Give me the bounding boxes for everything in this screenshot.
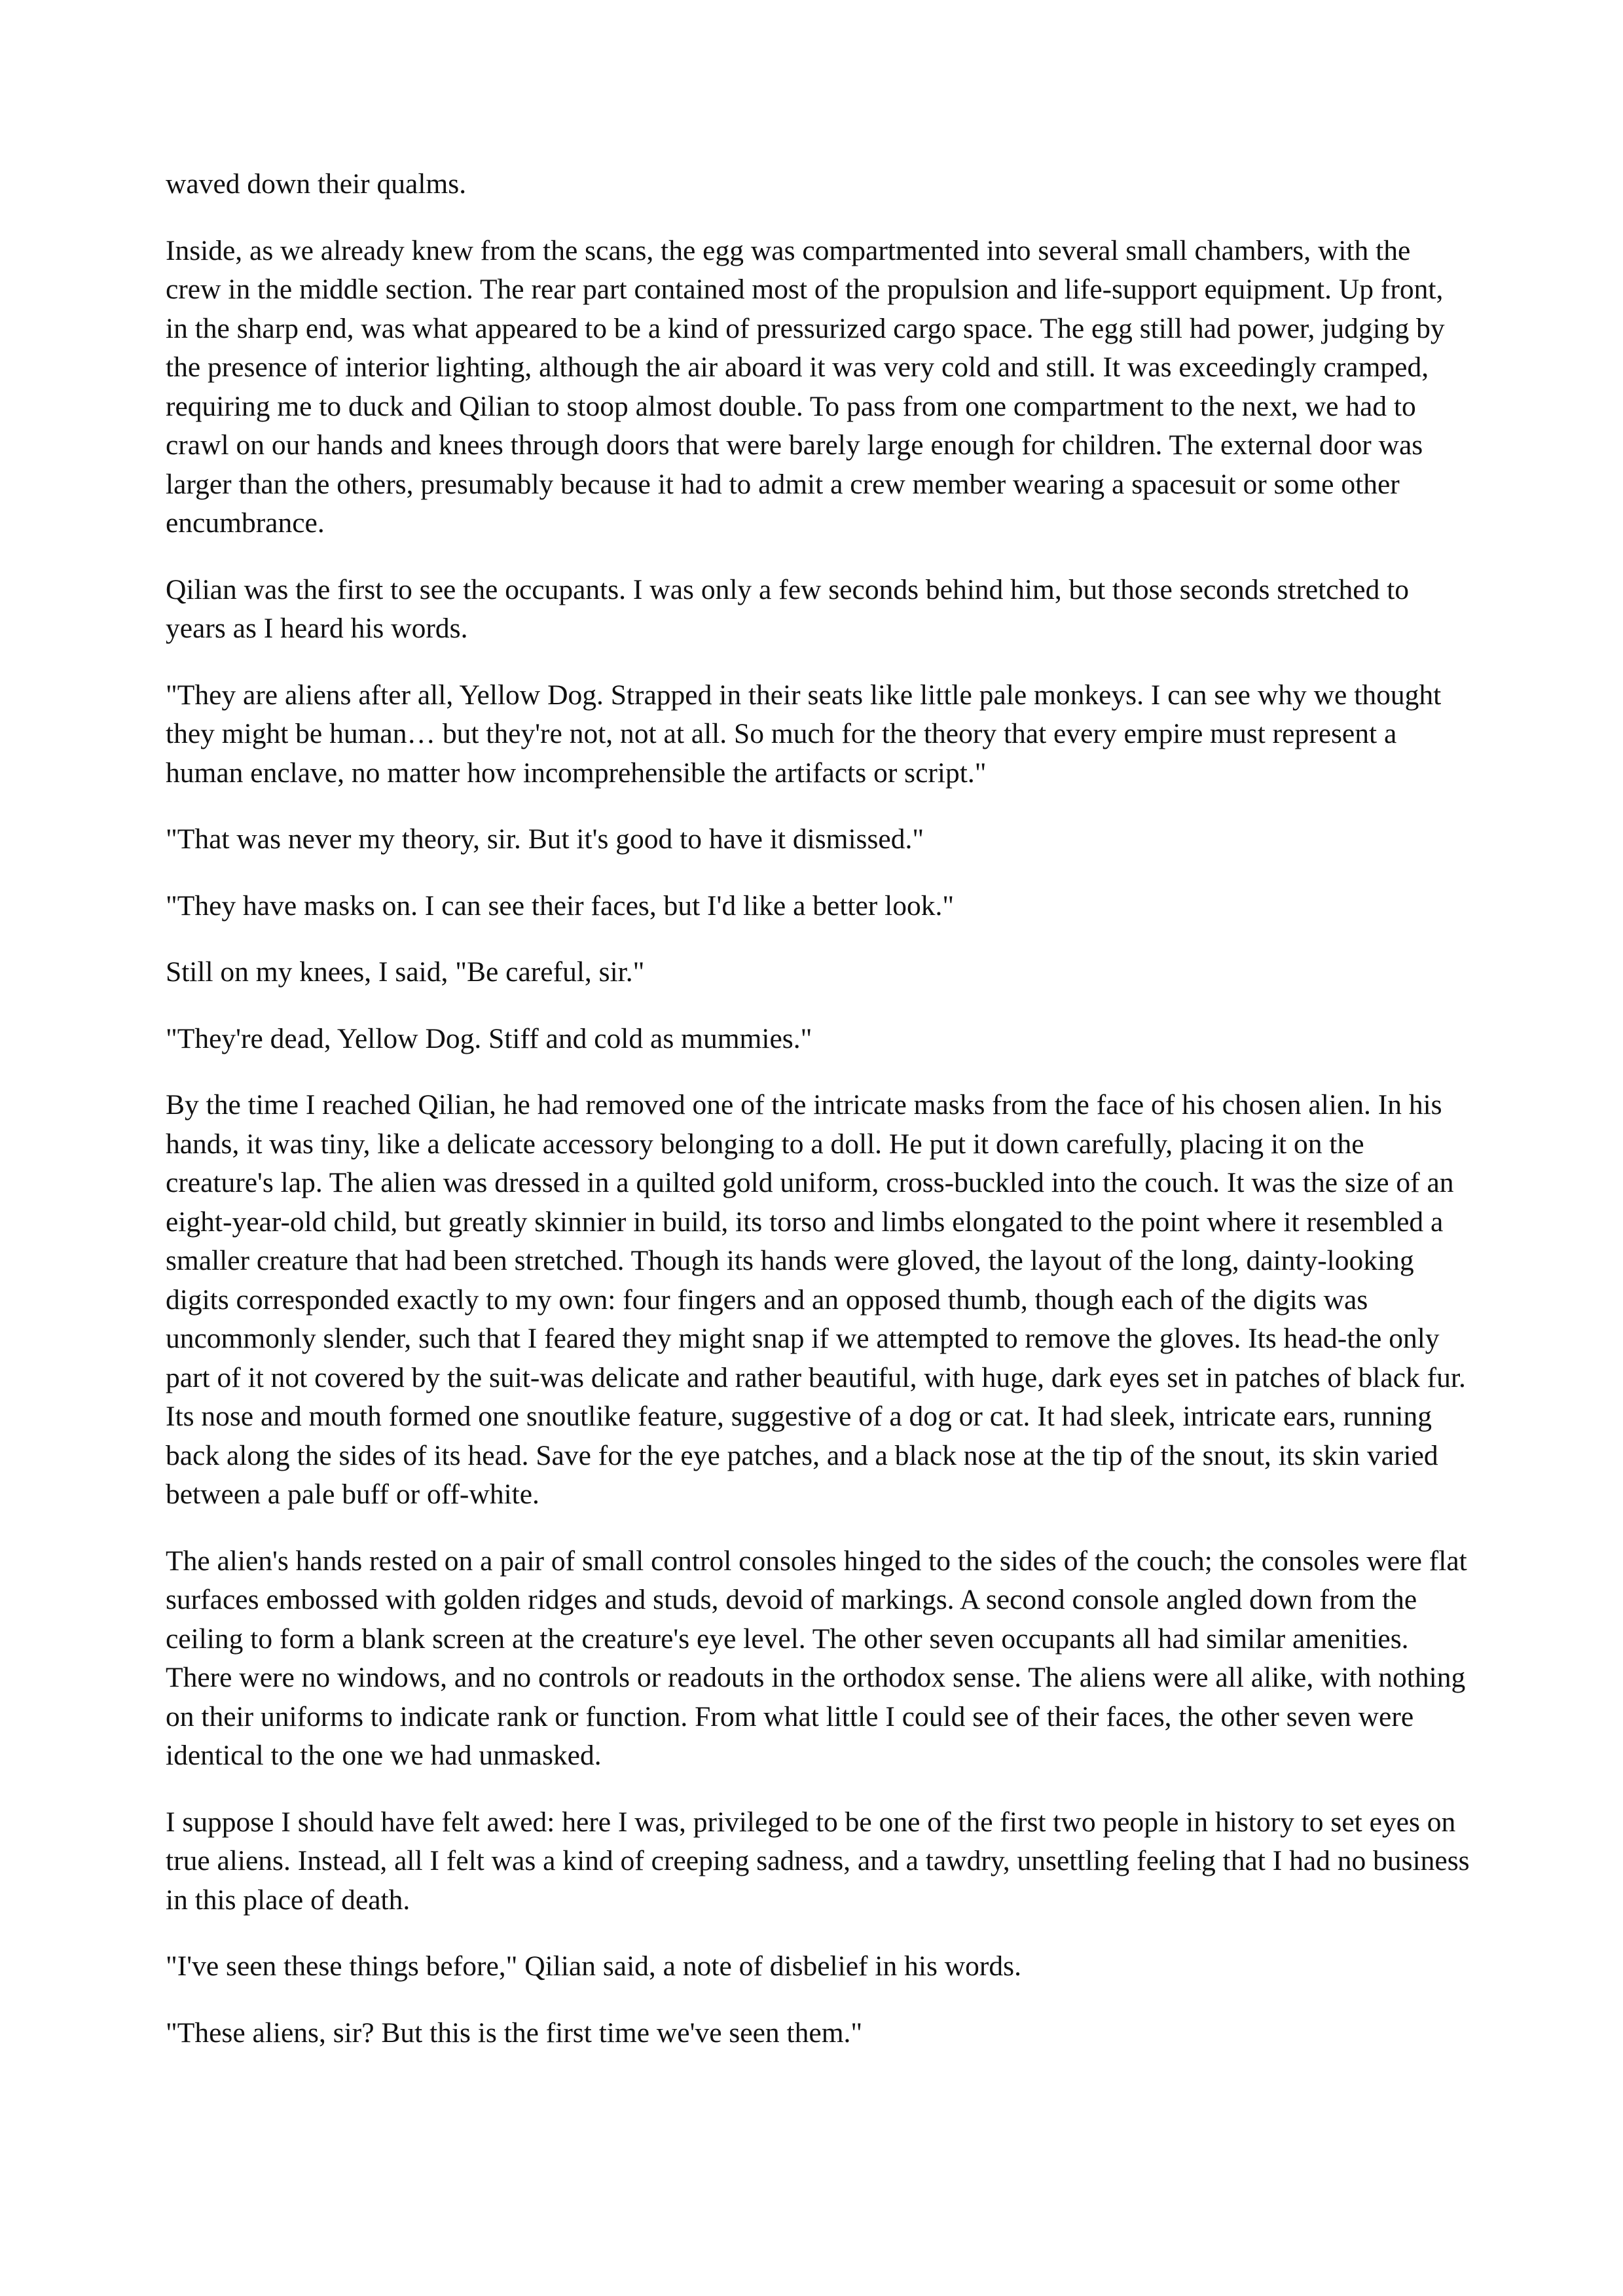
paragraph: Still on my knees, I said, "Be careful, sir." <box>166 956 645 988</box>
paragraph: "They're dead, Yellow Dog. Stiff and cold as mummies." <box>166 1022 812 1054</box>
paragraph: "They are aliens after all, Yellow Dog. Strapped in their seats like little pale monkeys. I can see why we thought they might be human… but they're not, not at all. So much for the theory that every empire must represent a human enclave, no matter how incomprehensible the artifacts or script." <box>166 679 1442 789</box>
paragraph: "That was never my theory, sir. But it's good to have it dismissed." <box>166 823 924 855</box>
paragraph: Inside, as we already knew from the scans, the egg was compartmented into several small chambers, with the crew in the middle section. The rear part contained most of the propulsion and life-support equipment. Up front, in the sharp end, was what appeared to be a kind of pressurized cargo space. The egg still had power, judging by the presence of interior lighting, although the air aboard it was very cold and still. It was exceedingly cramped, requiring me to duck and Qilian to stoop almost double. To pass from one compartment to the next, we had to crawl on our hands and knees through doors that were barely large enough for children. The external door was larger than the others, presumably because it had to admit a crew member wearing a spacesuit or some other encumbrance. <box>166 234 1445 539</box>
paragraph: "These aliens, sir? But this is the first time we've seen them." <box>166 2017 863 2049</box>
paragraph: "I've seen these things before," Qilian said, a note of disbelief in his words. <box>166 1950 1021 1982</box>
paragraph: waved down their qualms. <box>166 168 467 200</box>
paragraph: "They have masks on. I can see their faces, but I'd like a better look." <box>166 889 955 922</box>
paragraph: By the time I reached Qilian, he had removed one of the intricate masks from the face of his chosen alien. In his hands, it was tiny, like a delicate accessory belonging to a doll. He put it down carefully, placing it on the creature's lap. The alien was dressed in a quilted gold uniform, cross-buckled into the couch. It was the size of an eight-year-old child, but greatly skinnier in build, its torso and limbs elongated to the point where it resembled a smaller creature that had been stretched. Though its hands were gloved, the layout of the long, dainty-looking digits corresponded exactly to my own: four fingers and an opposed thumb, though each of the digits was uncommonly slender, such that I feared they might snap if we attempted to remove the gloves. Its head-the only part of it not covered by the suit-was delicate and rather beautiful, with huge, dark eyes set in patches of black fur. Its nose and mouth formed one snoutlike feature, suggestive of a dog or cat. It had sleek, intricate ears, running back along the sides of its head. Save for the eye patches, and a black nose at the tip of the snout, its skin varied between a pale buff or off-white. <box>166 1089 1466 1510</box>
paragraph: The alien's hands rested on a pair of small control consoles hinged to the sides of the couch; the consoles were flat surfaces embossed with golden ridges and studs, devoid of markings. A second console angled down from the ceiling to form a blank screen at the creature's eye level. The other seven occupants all had similar amenities. There were no windows, and no controls or readouts in the orthodox sense. The aliens were all alike, with nothing on their uniforms to indicate rank or function. From what little I could see of their faces, the other seven were identical to the one we had unmasked. <box>166 1545 1467 1771</box>
paragraph: I suppose I should have felt awed: here I was, privileged to be one of the first two people in history to set eyes on true aliens. Instead, all I felt was a kind of creeping sadness, and a tawdry, unsettling feeling that I had no business in this place of death. <box>166 1806 1470 1916</box>
paragraph: Qilian was the first to see the occupants. I was only a few seconds behind him, but those seconds stretched to years as I heard his words. <box>166 573 1410 644</box>
body-text <box>166 165 1472 2080</box>
